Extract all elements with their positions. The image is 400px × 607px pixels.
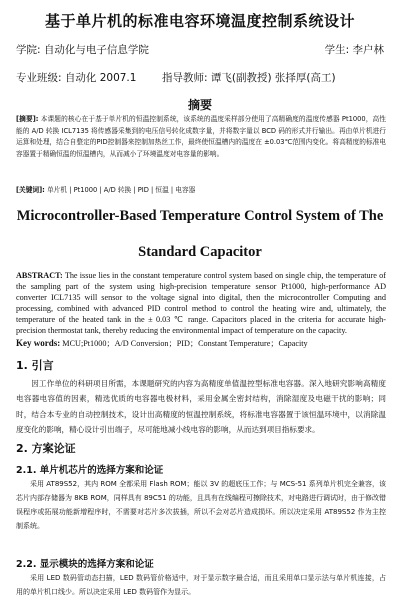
paper-title-cn: 基于单片机的标准电容环境温度控制系统设计 <box>44 12 355 30</box>
keywords-en-text: MCU;Pt1000；A/D Conversion；PID；Constant Temperature；Capacity <box>62 339 308 348</box>
section-1-heading: 1. 引言 <box>16 359 54 372</box>
class-label: 专业班级: 自动化 2007.1 <box>16 72 137 84</box>
abstract-en-text: The issue lies in the constant temperature control system based on single chip, the temperature of the sampling part of the system using high-precision temperature sensor Pt1000, high-performance AD converter ICL7135 will sensor to the voltage signal into digital, then the microcontroller Computing and processing, combined with advanced PID control method to control the heating wire and, ultimately, the temperature of the heated tank in the ± 0.03 ℃ range. Capacitors placed in the criteria for accurate high-precision thermostat tank, thereby reducing the environmental impact of temperature on the capacity. <box>16 271 386 336</box>
section-2-2-heading: 2.2. 显示模块的选择方案和论证 <box>16 559 154 570</box>
advisor-label: 指导教师: 谭飞(副教授) 张择厚(高工) <box>162 72 336 84</box>
student-label: 学生: 李户林 <box>324 44 384 56</box>
abstract-cn-label: [摘要]: <box>16 115 39 123</box>
section-2-1-heading: 2.1. 单片机芯片的选择方案和论证 <box>16 465 164 476</box>
keywords-en-label: Key words: <box>16 338 61 348</box>
keywords-cn-label: [关键词]: <box>16 186 45 194</box>
keywords-cn <box>16 184 386 194</box>
paper-title-en: Microcontroller-Based Temperature Control System of The Standard Capacitor <box>16 208 384 260</box>
abstract-heading-cn: 摘要 <box>187 98 212 112</box>
section-2-2-text: 采用 LED 数码管动态扫描，LED 数码管价格适中，对于显示数字最合适，而且采用单口显示法与单片机连接，占用的单片机口线少。所以决定采用 LED 数码管作为显示。 <box>16 574 386 596</box>
abstract-en <box>16 270 386 337</box>
keywords-en <box>16 338 386 349</box>
section-2-1-text: 采用 AT89S52，其内 ROM 全都采用 Flash ROM；能以 3V 的超底压工作；与 MCS-51 系列单片机完全兼容，该芯片内部存储器为 8KB ROM，同样具有 89C51 的功能，且具有在线编程可擦除技术，对电路进行调试时，由于修改错误程序或拓展功能新增程序时，不需要对芯片多次拔插，所以不会对芯片造成损坏。所以决定采用 AT89S52 作为主控制系统。 <box>16 480 386 530</box>
college-label: 学院: 自动化与电子信息学院 <box>16 44 149 56</box>
meta-row-class <box>16 70 384 85</box>
abstract-cn <box>16 114 386 160</box>
abstract-cn-text: 本课题的核心在于基于单片机的恒温控制系统，该系统的温度采样部分使用了高精确度的温度传感器 Pt1000，高性能的 A/D 转换 ICL7135 将传感器采集到的电压信号转化成数字量，并将数字量以 BCD 码的形式并行输出。再由单片机进行运算和处理，结合自整定的PID控制器来控制加热丝工作，最终使恒温槽内的温度在 ±0.03℃范围内变化。将高精度的标准电容器置于精确恒温的恒温槽内，从而减小了环境温度对电容量的影响。 <box>16 115 386 158</box>
abstract-en-label: ABSTRACT: <box>16 271 63 280</box>
meta-row-college <box>16 42 384 57</box>
section-1-text: 因工作单位的科研项目所需，本课题研究的内容为高精度单值温控型标准电容器。深入地研究影响高精度电容器电容值的因素，精选优质的电容器电极材料，采用金属全密封结构，消除湿度及电磁干扰的影响；同时，结合本专业的自动控制技术，设计出高精度的恒温控制系统，将标准电容器置于该恒温环境中，以消除温度变化的影响，精心设计引出端子，尽可能地减小线电容的影响，从而达到项目指标要求。 <box>16 379 386 435</box>
section-2-heading: 2. 方案论证 <box>16 442 76 455</box>
keywords-cn-text: 单片机 | Pt1000 | A/D 转换 | PID | 恒温 | 电容器 <box>47 186 196 194</box>
